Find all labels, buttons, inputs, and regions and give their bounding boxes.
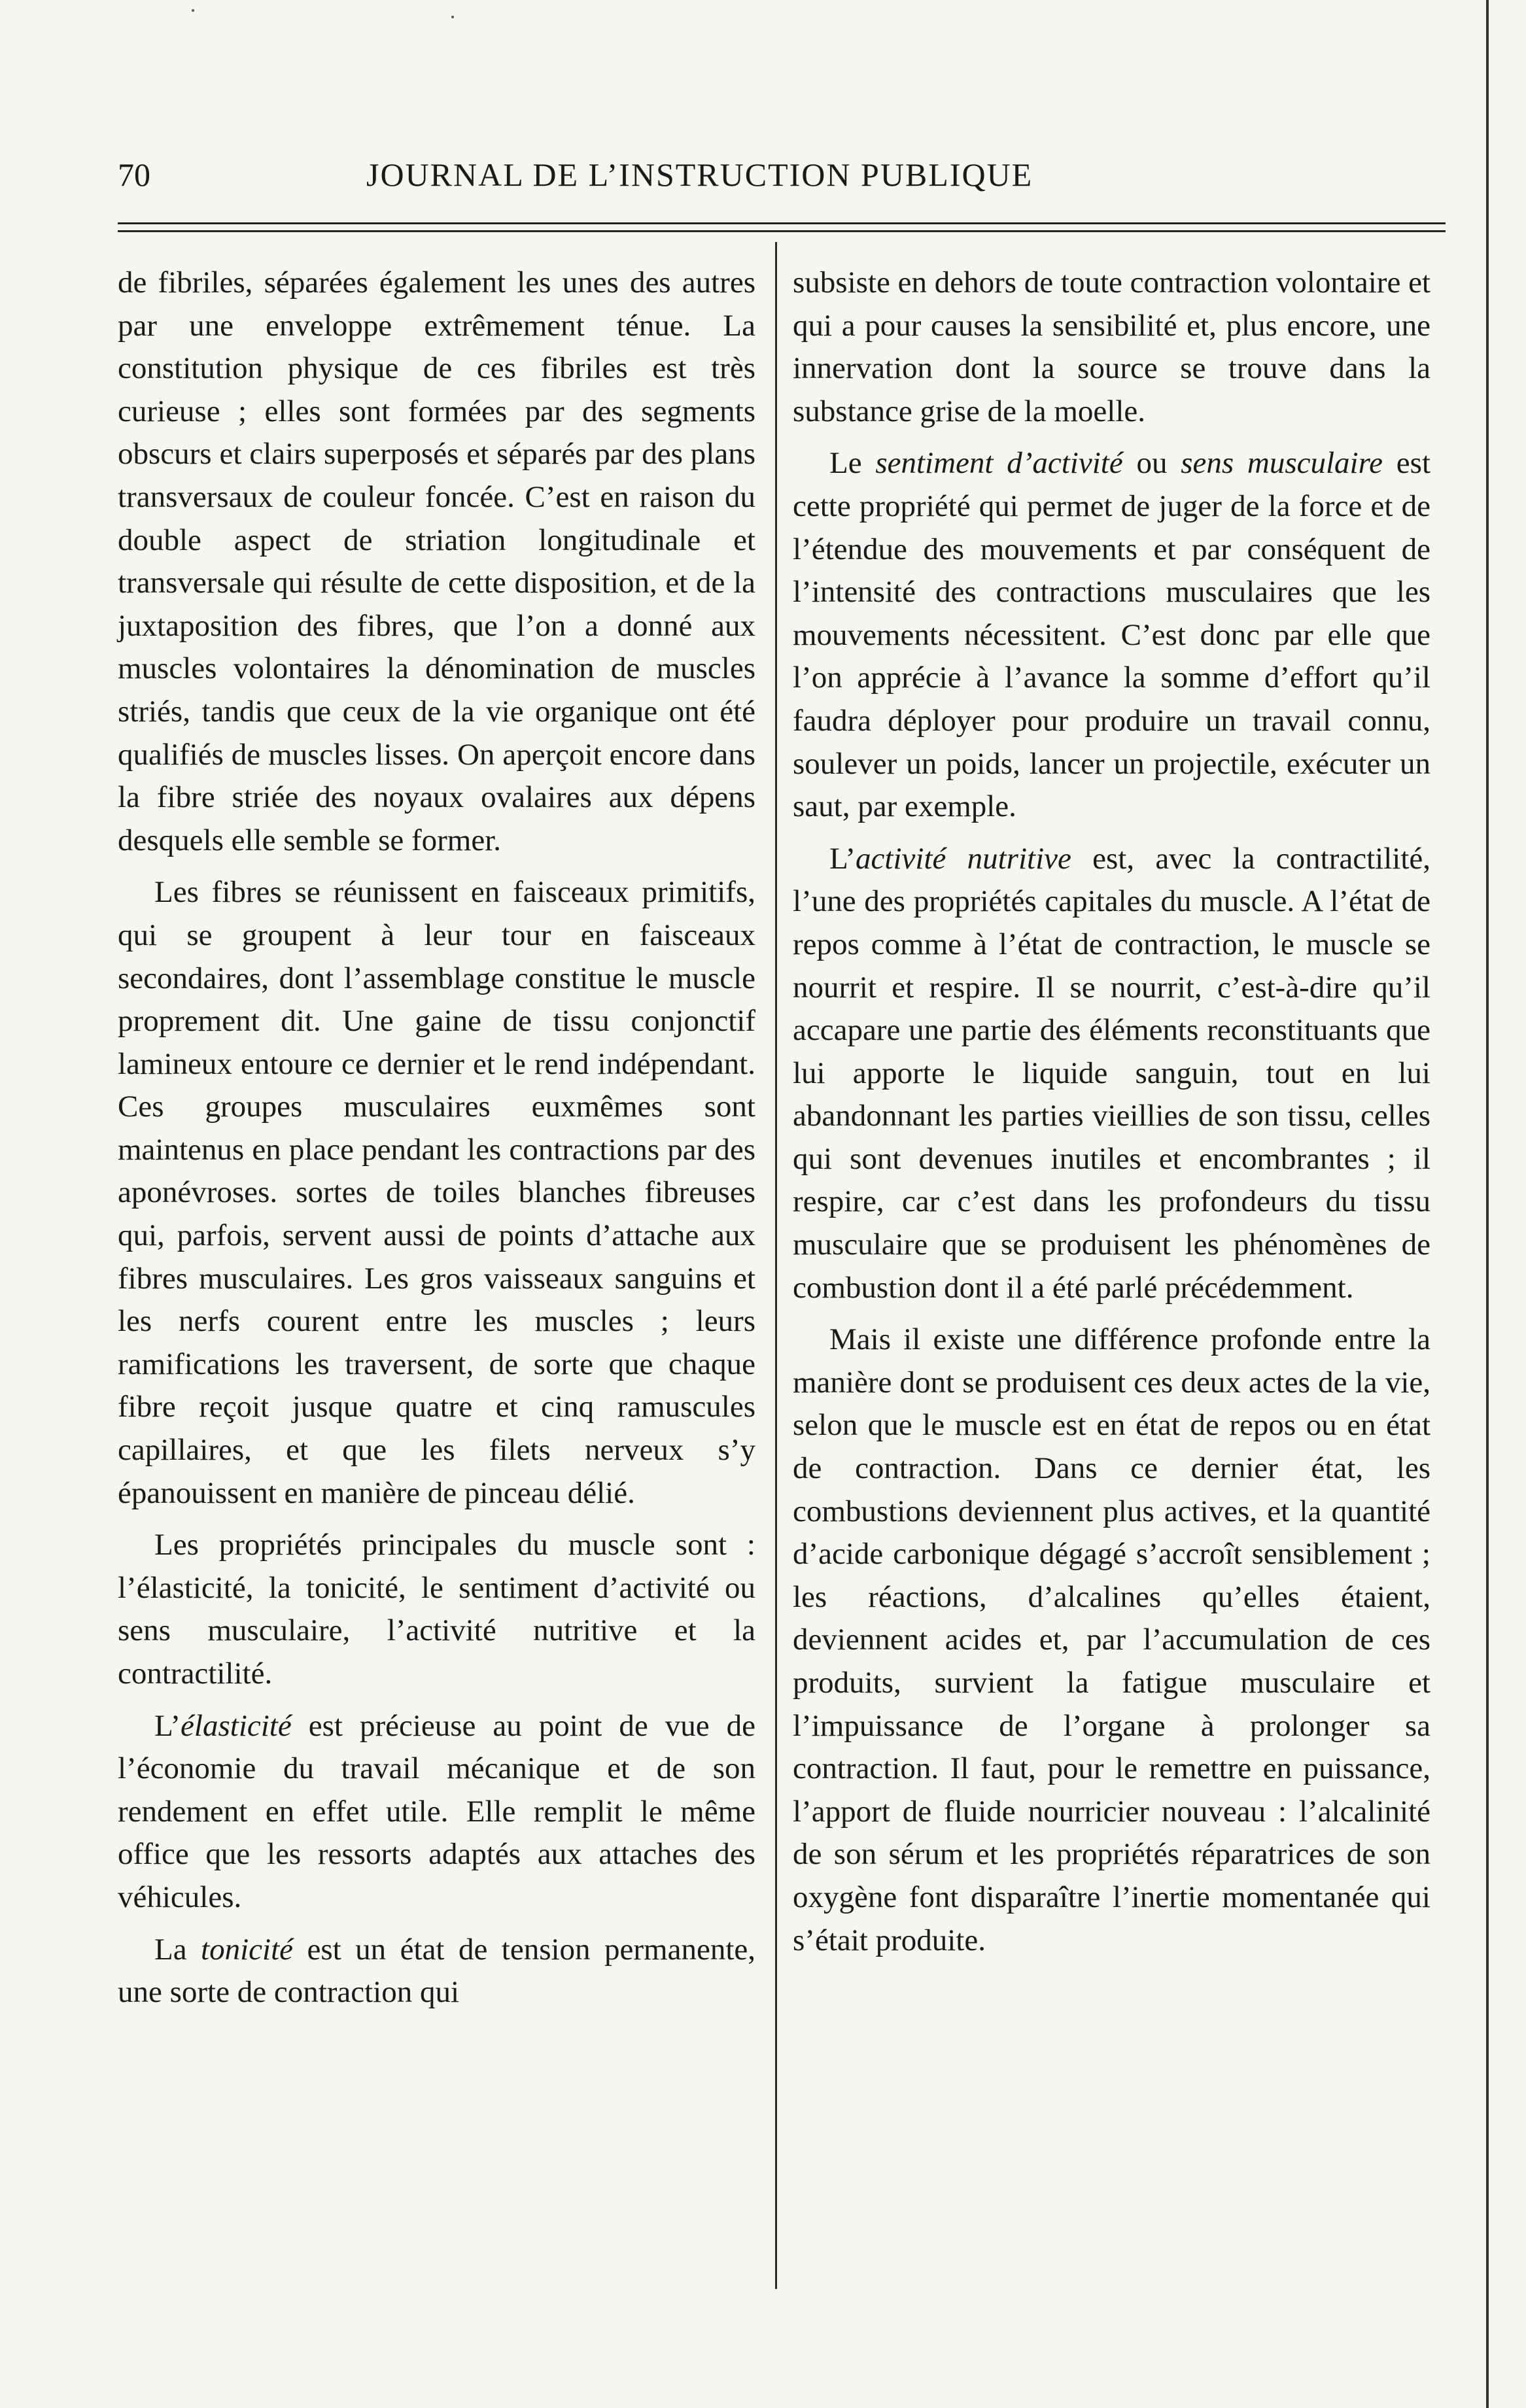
text-rest: est précieuse au point de vue de l’économie du travail mécanique et de son rendement en effet utile. Elle remplit le même office que les ressorts adaptés aux attaches des véhicules. <box>118 1708 755 1914</box>
paragraph-tonicite-continued: subsiste en dehors de toute contraction volontaire et qui a pour causes la sensibilité et, plus encore, une innervation dont la source se trouve dans la substance grise de la moelle. <box>793 266 1431 428</box>
term-sentiment-activite: sentiment d’activité <box>875 446 1123 481</box>
page-number: 70 <box>118 156 150 193</box>
paragraph-difference: Mais il existe une différence profonde entre la manière dont se produisent ces deux actes de la vie, selon que le muscle est en état de repos ou en état de contraction. Dans ce dernier état, les combustions deviennent plus actives, et la quantité d’acide carbonique dégagé s’accroît sensiblement ; les réactions, d’alcalines qu’elles étaient, deviennent acides et, par l’accumulation de ces produits, survient la fatigue musculaire et l’impuissance de l’organe à prolonger sa contraction. Il faut, pour le remettre en puissance, l’apport de fluide nourricier nouveau : l’alcalinité de son sérum et les propriétés réparatrices de son oxygène font disparaître l’inertie momentanée qui s’était produite. <box>793 1322 1431 1957</box>
text-lead: L’ <box>154 1708 181 1743</box>
paragraph-tonicite <box>118 1929 755 2014</box>
text-lead: L’ <box>829 841 856 876</box>
text-rest: est un état de tension permanente, une sorte de contraction qui <box>118 1932 755 2010</box>
left-column <box>118 262 755 2023</box>
paragraph-fibriles: de fibriles, séparées également les unes des autres par une enveloppe extrêmement ténue. La constitution physique de ces fibriles est très curieuse ; elles sont formées par des segments obscurs et clairs superposés et séparés par des plans transversaux de couleur foncée. C’est en raison du double aspect de striation longitudinale et transversale qui résulte de cette disposition, et de la juxtaposition des fibres, que l’on a donné aux muscles volontaires la dénomination de muscles striés, tandis que ceux de la vie organique ont été qualifiés de muscles lisses. On aperçoit encore dans la fibre striée des noyaux ovalaires aux dépens desquels elle semble se former. <box>118 266 755 857</box>
paragraph-activite-nutritive <box>793 838 1431 1310</box>
column-divider <box>775 242 777 2289</box>
term-elasticite: élasticité <box>181 1708 292 1743</box>
paragraph-sentiment-activite <box>793 442 1431 828</box>
text-rest: est, avec la contractilité, l’une des propriétés capitales du muscle. A l’état de repos comme à l’état de contraction, le muscle se nourrit et respire. Il se nourrit, c’est-à-dire qu’il accapare une partie des éléments reconstituants que lui apporte le liquide sanguin, tout en lui abandonnant les parties vieillies de son tissu, celles qui sont devenues inutiles et encombrantes ; il respire, car c’est dans les profondeurs du tissu musculaire que se produisent les phénomènes de combustion dont il a été parlé précédemment. <box>793 841 1431 1305</box>
page-header <box>118 152 1446 198</box>
text-lead: La <box>154 1932 201 1967</box>
text-mid: ou <box>1122 446 1181 481</box>
paragraph-proprietes: Les propriétés principales du muscle sont : l’élasticité, la tonicité, le sentiment d’activité ou sens musculaire, l’activité nutritive et la contractilité. <box>118 1528 755 1691</box>
paragraph-faisceaux: Les fibres se réunissent en faisceaux primitifs, qui se groupent à leur tour en faisceaux secondaires, dont l’assemblage constitue le muscle proprement dit. Une gaine de tissu conjonctif lamineux entoure ce dernier et le rend indépendant. Ces groupes musculaires euxmêmes sont maintenus en place pendant les contractions par des aponévroses. sortes de toiles blanches fibreuses qui, parfois, servent aussi de points d’attache aux fibres musculaires. Les gros vaisseaux sanguins et les nerfs courent entre les muscles ; leurs ramifications les traversent, de sorte que chaque fibre reçoit jusque quatre et cinq ramuscules capillaires, et que les filets nerveux s’y épanouissent en manière de pinceau délié. <box>118 875 755 1510</box>
term-tonicite: tonicité <box>201 1932 294 1967</box>
page-edge-line <box>1486 0 1489 2408</box>
header-rule-bottom <box>118 230 1446 232</box>
term-activite-nutritive: activité nutritive <box>856 841 1071 876</box>
print-speck <box>451 16 454 18</box>
running-title: JOURNAL DE L’INSTRUCTION PUBLIQUE <box>366 156 1033 193</box>
print-speck <box>192 9 194 12</box>
text-rest: est cette propriété qui permet de juger de la force et de l’étendue des mouvements et par conséquent de l’intensité des contractions musculaires que les mouvements nécessitent. C’est donc par elle que l’on apprécie à l’avance la somme d’effort qu’il faudra déployer pour produire un travail connu, soulever un poids, lancer un projectile, exécuter un saut, par exemple. <box>793 446 1431 824</box>
term-sens-musculaire: sens musculaire <box>1181 446 1383 481</box>
header-rule-top <box>118 222 1446 224</box>
text-lead: Le <box>829 446 876 481</box>
right-column <box>793 262 1431 1971</box>
paragraph-elasticite <box>118 1705 755 1919</box>
